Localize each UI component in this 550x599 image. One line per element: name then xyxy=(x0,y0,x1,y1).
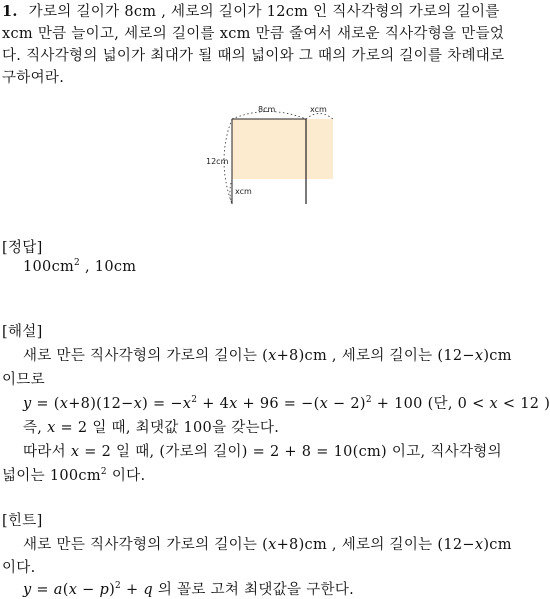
shaded-rectangle xyxy=(232,119,333,179)
label-xcm-top: xcm xyxy=(310,105,327,114)
solution-tag: [해설] xyxy=(2,324,43,340)
hint-line-2: 이다. xyxy=(2,560,36,576)
solution-line-6: 넓이는 $100cm^2$ 이다. xyxy=(2,467,146,484)
hint-line-3: $y = a(x - p)^2 + q$ 의 꼴로 고쳐 최댓값을 구한다. xyxy=(23,581,355,598)
answer-value: $100cm^2$ , 10cm xyxy=(23,258,137,275)
solution-line-3: $y = (x+8)(12-x) = -x^2 + 4x + 96 = -(x - 2)^2 + 100$ (단, 0 < x < 12 ) xyxy=(23,395,550,412)
solution-line-5: 따라서 x = 2 일 때, (가로의 길이) = 2 + 8 = 10(cm) 이고, 직사각형의 xyxy=(23,444,502,460)
rectangle-figure xyxy=(196,100,346,208)
label-8cm: 8cm xyxy=(258,105,276,114)
problem-line-2: xcm 만큼 늘이고, 세로의 길이를 xcm 만큼 줄여서 새로운 직사각형을 만들었 xyxy=(2,26,505,42)
label-xcm-side: xcm xyxy=(235,187,252,196)
problem-line-3: 다. 직사각형의 넓이가 최대가 될 때의 넓이와 그 때의 가로의 길이를 차례대로 xyxy=(2,48,505,64)
solution-line-2: 이므로 xyxy=(2,372,45,388)
label-12cm: 12cm xyxy=(206,157,229,166)
hint-tag: [힌트] xyxy=(2,513,43,529)
problem-text-1: 가로의 길이가 8cm , 세로의 길이가 12cm 인 직사각형의 가로의 길이를 xyxy=(28,4,500,20)
problem-line-4: 구하여라. xyxy=(2,70,65,86)
answer-tag: [정답] xyxy=(2,240,43,256)
hint-line-1: 새로 만든 직사각형의 가로의 길이는 (x+8)cm , 세로의 길이는 (12−x)cm xyxy=(23,537,512,553)
solution-line-4: 즉, x = 2 일 때, 최댓값 100을 갖는다. xyxy=(23,420,280,436)
problem-number: 1. xyxy=(2,3,18,20)
problem-line-1 xyxy=(2,0,500,21)
solution-line-1: 새로 만든 직사각형의 가로의 길이는 (x+8)cm , 세로의 길이는 (12−x)cm xyxy=(23,348,512,364)
